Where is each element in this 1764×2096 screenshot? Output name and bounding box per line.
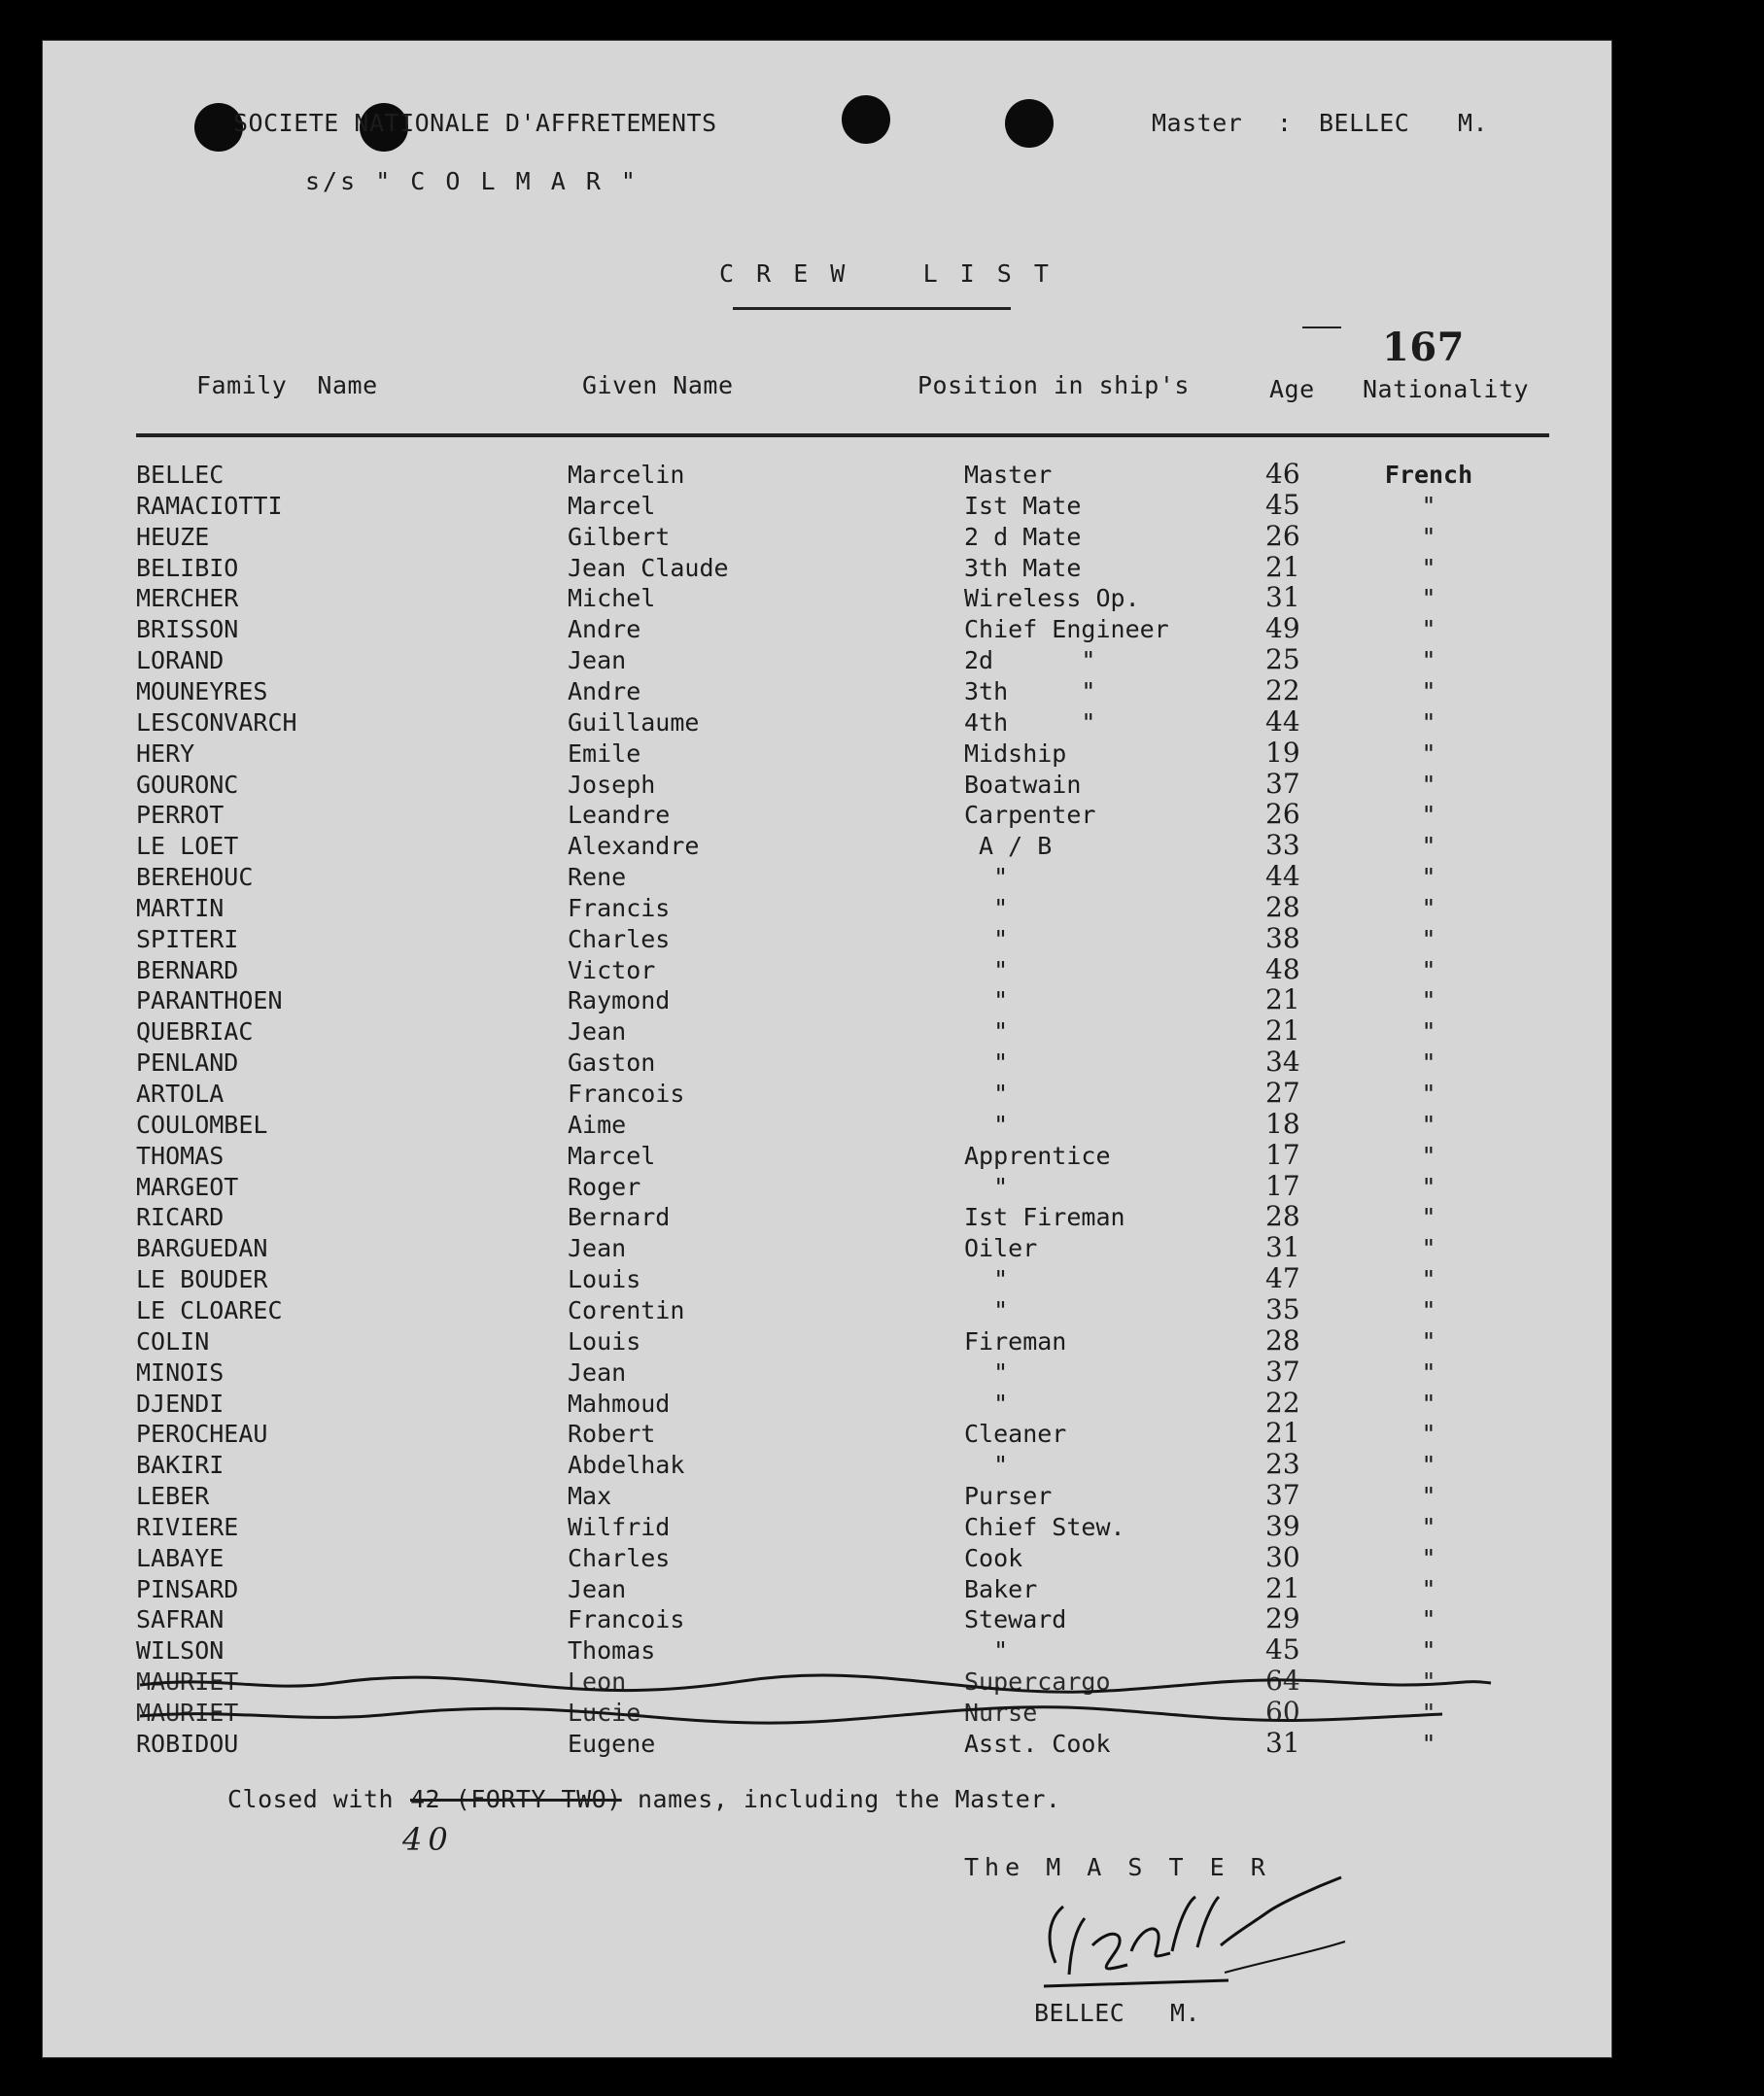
crew-position: 3th " — [964, 677, 1096, 705]
column-header-family: Family Name — [196, 371, 378, 399]
crew-age: 27 — [1265, 1077, 1300, 1109]
crew-position: " — [964, 1358, 1009, 1387]
crew-age: 23 — [1265, 1448, 1300, 1480]
punch-hole — [1005, 99, 1054, 148]
crew-family-name: MARGEOT — [136, 1173, 239, 1201]
crew-age: 28 — [1265, 1200, 1300, 1232]
crew-age: 17 — [1265, 1170, 1300, 1202]
crew-position: Carpenter — [964, 801, 1096, 829]
crew-position: Fireman — [964, 1327, 1067, 1356]
crew-nationality: " — [1421, 1234, 1436, 1262]
crew-given-name: Charles — [568, 925, 671, 953]
crew-position: 4th " — [964, 708, 1096, 737]
crew-row — [43, 1139, 1611, 1173]
closing-struck-count: 42 (FORTY TWO) — [410, 1785, 622, 1813]
crew-row — [43, 1262, 1611, 1296]
crew-age: 31 — [1265, 1727, 1300, 1759]
crew-nationality: " — [1421, 1544, 1436, 1572]
crew-position: Ist Mate — [964, 492, 1082, 520]
crew-family-name: PEROCHEAU — [136, 1420, 268, 1448]
crew-position: Cleaner — [964, 1420, 1067, 1448]
crew-row — [43, 1048, 1611, 1080]
crew-given-name: Marcel — [568, 1142, 656, 1170]
crew-nationality: " — [1421, 1048, 1436, 1077]
crew-family-name: MINOIS — [136, 1358, 225, 1387]
crew-given-name: Raymond — [568, 986, 671, 1014]
crew-family-name: COULOMBEL — [136, 1111, 268, 1139]
crew-row — [43, 891, 1611, 925]
crew-row — [43, 1108, 1611, 1142]
crew-nationality: " — [1421, 1636, 1436, 1665]
crew-age: 28 — [1265, 891, 1300, 923]
crew-age: 34 — [1265, 1046, 1300, 1078]
signature-drawing — [1034, 1858, 1355, 2004]
crew-family-name: BELLEC — [136, 461, 225, 489]
crew-given-name: Emile — [568, 739, 641, 768]
company-name: SOCIETE NATIONALE D'AFFRETEMENTS — [233, 109, 717, 137]
crew-nationality: " — [1421, 1296, 1436, 1324]
crew-position: Master — [964, 461, 1053, 489]
crew-given-name: Jean — [568, 1575, 627, 1603]
crew-age: 26 — [1265, 798, 1300, 830]
crew-family-name: MOUNEYRES — [136, 677, 268, 705]
crew-age: 39 — [1265, 1510, 1300, 1542]
crew-given-name: Marcelin — [568, 461, 685, 489]
crew-given-name: Louis — [568, 1327, 641, 1356]
punch-hole — [842, 95, 890, 144]
document-title: C R E W L I S T — [719, 259, 1053, 288]
crew-age: 45 — [1265, 489, 1300, 521]
crew-row — [43, 768, 1611, 802]
crew-position: " — [964, 1636, 1009, 1665]
crew-given-name: Michel — [568, 584, 656, 612]
crew-position: " — [964, 1017, 1009, 1046]
crew-row — [43, 983, 1611, 1017]
crew-nationality: " — [1421, 1358, 1436, 1387]
crew-age: 44 — [1265, 705, 1300, 738]
column-header-given: Given Name — [582, 371, 734, 399]
crew-age: 25 — [1265, 643, 1300, 675]
crew-row — [43, 798, 1611, 832]
crew-given-name: Mahmoud — [568, 1390, 671, 1418]
crew-row — [43, 1014, 1611, 1048]
crew-position: " — [964, 863, 1009, 891]
crew-row — [43, 922, 1611, 956]
crew-given-name: Jean — [568, 1234, 627, 1262]
crew-given-name: Francois — [568, 1605, 685, 1633]
crew-nationality: " — [1421, 1173, 1436, 1201]
crew-nationality: " — [1421, 1390, 1436, 1418]
crew-nationality: " — [1421, 523, 1436, 551]
crew-given-name: Francis — [568, 894, 671, 922]
crew-age: 22 — [1265, 674, 1300, 706]
crew-row — [43, 1572, 1611, 1606]
crew-row — [43, 674, 1611, 708]
crew-nationality: " — [1421, 584, 1436, 612]
crew-family-name: BERNARD — [136, 956, 239, 984]
master-initial: M. — [1458, 109, 1489, 137]
crew-given-name: Corentin — [568, 1296, 685, 1324]
crew-family-name: MAURIET — [136, 1667, 239, 1696]
crew-nationality: " — [1421, 925, 1436, 953]
crew-family-name: LORAND — [136, 646, 225, 674]
crew-nationality: " — [1421, 708, 1436, 737]
crew-given-name: Thomas — [568, 1636, 656, 1665]
crew-position: Cook — [964, 1544, 1023, 1572]
master-label: Master — [1152, 109, 1243, 137]
column-header-position: Position in ship's — [917, 371, 1190, 399]
crew-age: 37 — [1265, 1479, 1300, 1511]
crew-given-name: Gaston — [568, 1048, 656, 1077]
crew-nationality: " — [1421, 1451, 1436, 1479]
crew-position: Nurse — [964, 1699, 1038, 1727]
crew-age: 19 — [1265, 737, 1300, 769]
crew-position: " — [964, 925, 1009, 953]
crew-age: 37 — [1265, 768, 1300, 800]
crew-row — [43, 705, 1611, 739]
crew-age: 28 — [1265, 1324, 1300, 1357]
crew-age: 30 — [1265, 1541, 1300, 1573]
handwritten-count: 40 — [402, 1821, 454, 1858]
crew-family-name: SAFRAN — [136, 1605, 225, 1633]
crew-age: 60 — [1265, 1696, 1300, 1728]
crew-nationality: " — [1421, 832, 1436, 860]
crew-family-name: LEBER — [136, 1482, 210, 1510]
crew-position: 2d " — [964, 646, 1096, 674]
title-underline — [733, 307, 1011, 310]
crew-given-name: Jean — [568, 646, 627, 674]
master-separator: : — [1277, 109, 1293, 137]
crew-position: " — [964, 986, 1009, 1014]
master-name: BELLEC — [1319, 109, 1410, 137]
crew-position: Chief Engineer — [964, 615, 1169, 643]
crew-nationality: " — [1421, 1482, 1436, 1510]
crew-age: 29 — [1265, 1602, 1300, 1634]
crew-age: 35 — [1265, 1293, 1300, 1325]
crew-given-name: Leon — [568, 1667, 627, 1696]
crew-nationality: " — [1421, 1327, 1436, 1356]
crew-nationality: " — [1421, 1420, 1436, 1448]
crew-nationality: " — [1421, 554, 1436, 582]
crew-row — [43, 1231, 1611, 1265]
crew-family-name: HEUZE — [136, 523, 210, 551]
crew-position: 2 d Mate — [964, 523, 1082, 551]
crew-position: Midship — [964, 739, 1067, 768]
crew-nationality: " — [1421, 1667, 1436, 1696]
margin-mark — [1302, 326, 1341, 328]
crew-given-name: Leandre — [568, 801, 671, 829]
crew-nationality: " — [1421, 894, 1436, 922]
crew-family-name: LE BOUDER — [136, 1265, 268, 1293]
crew-row — [43, 1200, 1611, 1234]
crew-row — [43, 1448, 1611, 1482]
signature-printed-name: BELLEC M. — [1034, 1999, 1201, 2027]
crew-row — [43, 1541, 1611, 1575]
crew-given-name: Robert — [568, 1420, 656, 1448]
crew-age: 37 — [1265, 1356, 1300, 1388]
crew-nationality: " — [1421, 771, 1436, 799]
crew-list-document — [43, 41, 1611, 2057]
crew-age: 45 — [1265, 1633, 1300, 1666]
crew-family-name: RIVIERE — [136, 1513, 239, 1541]
crew-row — [43, 1170, 1611, 1204]
crew-position: " — [964, 1048, 1009, 1077]
crew-family-name: LESCONVARCH — [136, 708, 297, 737]
crew-family-name: THOMAS — [136, 1142, 225, 1170]
crew-nationality: " — [1421, 1080, 1436, 1108]
column-header-nationality: Nationality — [1363, 375, 1530, 403]
crew-row — [43, 1358, 1611, 1390]
crew-age: 38 — [1265, 922, 1300, 954]
strike-through-scribble — [43, 1664, 1611, 1741]
crew-age: 33 — [1265, 829, 1300, 861]
crew-row — [43, 581, 1611, 615]
crew-given-name: Andre — [568, 615, 641, 643]
crew-family-name: RAMACIOTTI — [136, 492, 283, 520]
crew-row — [43, 1077, 1611, 1111]
crew-nationality: " — [1421, 986, 1436, 1014]
crew-age: 26 — [1265, 520, 1300, 552]
crew-row — [43, 1510, 1611, 1544]
crew-nationality: " — [1421, 1142, 1436, 1170]
crew-age: 17 — [1265, 1139, 1300, 1171]
crew-row — [43, 1293, 1611, 1327]
crew-family-name: LE CLOAREC — [136, 1296, 283, 1324]
crew-age: 46 — [1265, 458, 1300, 490]
crew-family-name: WILSON — [136, 1636, 225, 1665]
crew-age: 21 — [1265, 551, 1300, 583]
crew-nationality: " — [1421, 1203, 1436, 1231]
crew-position: Supercargo — [964, 1667, 1111, 1696]
crew-family-name: LE LOET — [136, 832, 239, 860]
crew-nationality: " — [1421, 1017, 1436, 1046]
crew-given-name: Jean — [568, 1358, 627, 1387]
crew-family-name: BARGUEDAN — [136, 1234, 268, 1262]
crew-nationality: " — [1421, 615, 1436, 643]
crew-age: 21 — [1265, 1572, 1300, 1604]
crew-family-name: RICARD — [136, 1203, 225, 1231]
crew-position: 3th Mate — [964, 554, 1082, 582]
crew-nationality: " — [1421, 646, 1436, 674]
crew-row — [43, 739, 1611, 771]
crew-position: " — [964, 1173, 1009, 1201]
crew-family-name: MARTIN — [136, 894, 225, 922]
closing-suffix: names, including the Master. — [638, 1785, 1061, 1813]
crew-row — [43, 829, 1611, 863]
crew-nationality: " — [1421, 863, 1436, 891]
crew-given-name: Joseph — [568, 771, 656, 799]
crew-given-name: Guillaume — [568, 708, 700, 737]
crew-family-name: BEREHOUC — [136, 863, 254, 891]
crew-position: " — [964, 1080, 1009, 1108]
crew-position: Chief Stew. — [964, 1513, 1125, 1541]
crew-given-name: Marcel — [568, 492, 656, 520]
crew-family-name: COLIN — [136, 1327, 210, 1356]
crew-age: 44 — [1265, 860, 1300, 892]
crew-family-name: PINSARD — [136, 1575, 239, 1603]
crew-family-name: MAURIET — [136, 1699, 239, 1727]
header-rule — [136, 433, 1549, 437]
crew-age: 64 — [1265, 1665, 1300, 1697]
crew-given-name: Max — [568, 1482, 612, 1510]
crew-nationality: " — [1421, 1513, 1436, 1541]
crew-position: " — [964, 1111, 1009, 1139]
crew-nationality: " — [1421, 1699, 1436, 1727]
crew-given-name: Rene — [568, 863, 627, 891]
crew-row — [43, 860, 1611, 894]
crew-position: Ist Fireman — [964, 1203, 1125, 1231]
crew-row — [43, 1602, 1611, 1636]
crew-age: 21 — [1265, 1417, 1300, 1449]
column-header-age: Age — [1269, 375, 1315, 403]
crew-given-name: Bernard — [568, 1203, 671, 1231]
crew-family-name: BRISSON — [136, 615, 239, 643]
crew-position: Boatwain — [964, 771, 1082, 799]
crew-family-name: PARANTHOEN — [136, 986, 283, 1014]
crew-given-name: Francois — [568, 1080, 685, 1108]
crew-position: " — [964, 956, 1009, 984]
crew-given-name: Alexandre — [568, 832, 700, 860]
crew-age: 48 — [1265, 953, 1300, 985]
crew-row — [43, 489, 1611, 523]
crew-nationality: " — [1421, 801, 1436, 829]
crew-position: " — [964, 1390, 1009, 1418]
crew-position: Wireless Op. — [964, 584, 1140, 612]
crew-position: " — [964, 894, 1009, 922]
crew-row — [43, 520, 1611, 554]
crew-nationality: " — [1421, 1575, 1436, 1603]
crew-family-name: ROBIDOU — [136, 1730, 239, 1758]
crew-age: 31 — [1265, 581, 1300, 613]
crew-position: Apprentice — [964, 1142, 1111, 1170]
crew-row — [43, 458, 1611, 492]
crew-position: Steward — [964, 1605, 1067, 1633]
page-number: 167 — [1382, 325, 1465, 370]
crew-given-name: Victor — [568, 956, 656, 984]
crew-given-name: Jean Claude — [568, 554, 729, 582]
crew-position: " — [964, 1296, 1009, 1324]
crew-given-name: Andre — [568, 677, 641, 705]
crew-family-name: LABAYE — [136, 1544, 225, 1572]
crew-age: 22 — [1265, 1387, 1300, 1419]
crew-family-name: HERY — [136, 739, 195, 768]
crew-position: " — [964, 1451, 1009, 1479]
crew-position: Purser — [964, 1482, 1053, 1510]
crew-nationality: " — [1421, 1605, 1436, 1633]
crew-family-name: BAKIRI — [136, 1451, 225, 1479]
crew-given-name: Wilfrid — [568, 1513, 671, 1541]
crew-family-name: MERCHER — [136, 584, 239, 612]
crew-family-name: SPITERI — [136, 925, 239, 953]
crew-row — [43, 953, 1611, 987]
crew-family-name: GOURONC — [136, 771, 239, 799]
crew-row — [43, 1387, 1611, 1421]
crew-age: 31 — [1265, 1231, 1300, 1263]
crew-position: " — [964, 1265, 1009, 1293]
crew-row — [43, 1417, 1611, 1451]
crew-family-name: BELIBIO — [136, 554, 239, 582]
crew-age: 21 — [1265, 983, 1300, 1015]
crew-family-name: DJENDI — [136, 1390, 225, 1418]
crew-nationality: " — [1421, 739, 1436, 768]
crew-family-name: ARTOLA — [136, 1080, 225, 1108]
crew-nationality: " — [1421, 1111, 1436, 1139]
crew-given-name: Gilbert — [568, 523, 671, 551]
crew-row — [43, 551, 1611, 585]
ship-name: s/s " C O L M A R " — [305, 167, 639, 195]
crew-given-name: Roger — [568, 1173, 641, 1201]
crew-family-name: PERROT — [136, 801, 225, 829]
crew-row — [43, 1324, 1611, 1358]
crew-nationality: " — [1421, 1730, 1436, 1758]
crew-nationality: " — [1421, 492, 1436, 520]
signature-title: The M A S T E R — [964, 1853, 1271, 1881]
crew-nationality: French — [1384, 461, 1473, 489]
crew-position: A / B — [964, 832, 1053, 860]
crew-position: Oiler — [964, 1234, 1038, 1262]
crew-given-name: Louis — [568, 1265, 641, 1293]
crew-age: 21 — [1265, 1014, 1300, 1047]
crew-nationality: " — [1421, 1265, 1436, 1293]
crew-given-name: Eugene — [568, 1730, 656, 1758]
crew-row — [43, 1479, 1611, 1513]
crew-given-name: Aime — [568, 1111, 627, 1139]
crew-given-name: Jean — [568, 1017, 627, 1046]
crew-nationality: " — [1421, 956, 1436, 984]
crew-row — [43, 643, 1611, 677]
crew-nationality: " — [1421, 677, 1436, 705]
crew-position: Asst. Cook — [964, 1730, 1111, 1758]
crew-age: 47 — [1265, 1262, 1300, 1294]
closing-prefix: Closed with — [227, 1785, 395, 1813]
crew-given-name: Abdelhak — [568, 1451, 685, 1479]
crew-family-name: PENLAND — [136, 1048, 239, 1077]
crew-age: 18 — [1265, 1108, 1300, 1140]
crew-age: 49 — [1265, 612, 1300, 644]
crew-given-name: Lucie — [568, 1699, 641, 1727]
crew-row — [43, 612, 1611, 646]
crew-family-name: QUEBRIAC — [136, 1017, 254, 1046]
crew-given-name: Charles — [568, 1544, 671, 1572]
crew-position: Baker — [964, 1575, 1038, 1603]
